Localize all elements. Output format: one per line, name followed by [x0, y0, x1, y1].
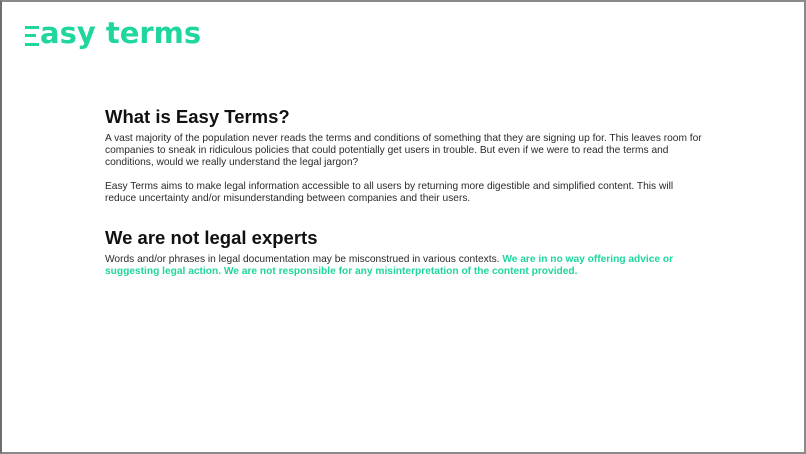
logo-text: asy terms — [40, 16, 202, 50]
intro-paragraph: A vast majority of the population never reads the terms and conditions of something that they are signing up for. This leaves room for companies to sneak in ridiculous policies that could potentially get users in trouble. But even if we were to read the terms and conditions, would we really understand the legal jargon? — [105, 133, 702, 168]
logo-e-bars-icon — [25, 26, 39, 46]
main-content — [105, 106, 705, 278]
disclaimer-highlight: We are in no way offering advice or suggesting legal action. We are not responsible for any misinterpretation of the content provided. — [105, 254, 674, 277]
easy-terms-logo[interactable] — [25, 16, 201, 50]
section-title-what-is: What is Easy Terms? — [105, 106, 290, 127]
disclaimer-paragraph — [105, 254, 705, 278]
section-title-disclaimer: We are not legal experts — [105, 227, 318, 248]
disclaimer-body: Words and/or phrases in legal documentation may be misconstrued in various contexts. — [105, 254, 503, 265]
mission-paragraph: Easy Terms aims to make legal information accessible to all users by returning more digestible and simplified content. This will reduce uncertainty and/or misunderstanding between companies and their users. — [105, 181, 674, 204]
